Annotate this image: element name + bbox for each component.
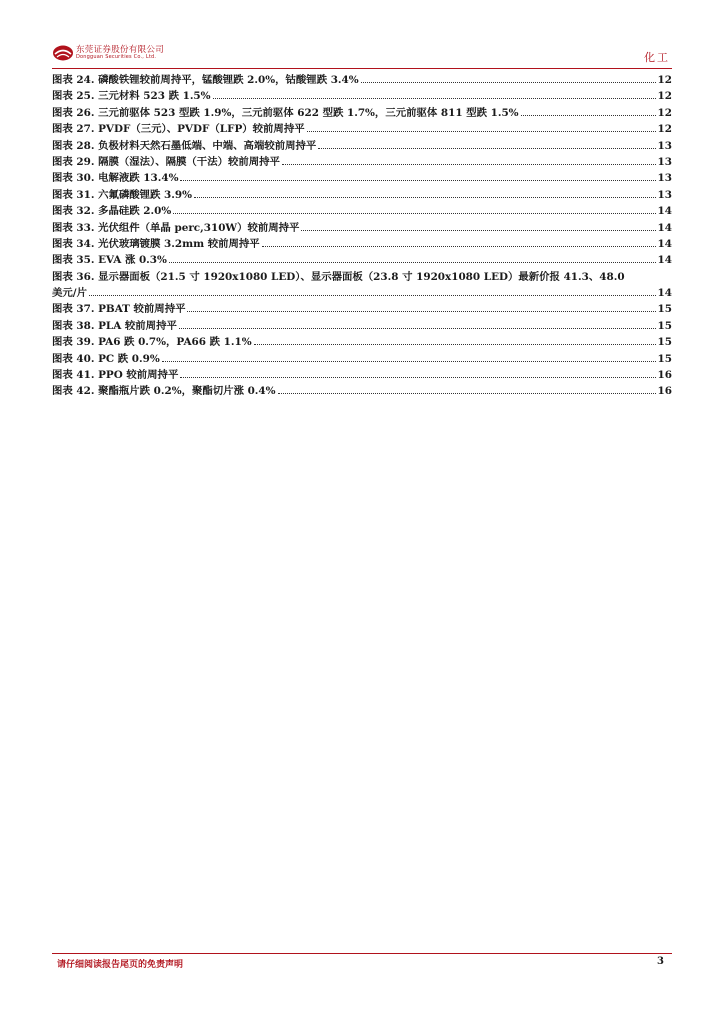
toc-leader-dots	[318, 148, 655, 149]
toc-entry[interactable]	[52, 169, 672, 185]
toc-entry[interactable]	[52, 104, 672, 120]
toc-entry-title: 图表 31. 六氟磷酸锂跌 3.9%	[52, 188, 193, 201]
toc-entry[interactable]	[52, 350, 672, 366]
disclaimer-note: 请仔细阅读报告尾页的免责声明	[57, 960, 184, 970]
toc-entry-page: 16	[657, 385, 672, 398]
toc-entry[interactable]	[52, 202, 672, 218]
header-divider	[52, 68, 672, 69]
toc-entry[interactable]	[52, 235, 672, 251]
toc-entry-title: 图表 35. EVA 涨 0.3%	[52, 254, 167, 267]
logo-english-name: Dongguan Securities Co., Ltd.	[76, 54, 157, 60]
toc-leader-dots	[213, 98, 656, 99]
toc-entry[interactable]	[52, 87, 672, 103]
toc-entry-page: 12	[657, 106, 672, 119]
toc-leader-dots	[180, 180, 655, 181]
toc-entry[interactable]	[52, 120, 672, 136]
toc-entry-line2[interactable]	[52, 284, 672, 300]
toc-entry-page: 14	[657, 205, 672, 218]
toc-entry-page: 13	[657, 139, 672, 152]
toc-entry-page: 13	[657, 172, 672, 185]
toc-entry[interactable]	[52, 219, 672, 235]
toc-entry-title-continued: 美元/片	[52, 287, 87, 300]
figure-index	[52, 71, 672, 399]
toc-entry-page: 16	[657, 369, 672, 382]
toc-entry[interactable]	[52, 300, 672, 316]
toc-entry[interactable]	[52, 366, 672, 382]
toc-leader-dots	[254, 344, 656, 345]
toc-entry-page: 14	[657, 237, 672, 250]
toc-leader-dots	[301, 230, 655, 231]
footer-divider	[52, 953, 672, 954]
toc-entry-title: 图表 32. 多晶硅跌 2.0%	[52, 205, 172, 218]
toc-leader-dots	[169, 262, 656, 263]
toc-entry-page: 13	[657, 188, 672, 201]
toc-entry[interactable]	[52, 153, 672, 169]
toc-entry-title: 图表 33. 光伏组件（单晶 perc,310W）较前周持平	[52, 221, 300, 234]
toc-leader-dots	[307, 131, 656, 132]
toc-entry-title: 图表 27. PVDF（三元）、PVDF（LFP）较前周持平	[52, 123, 305, 136]
toc-entry[interactable]	[52, 137, 672, 153]
page-number: 3	[657, 956, 664, 967]
toc-entry-page: 14	[657, 221, 672, 234]
toc-entry-title: 图表 24. 磷酸铁锂较前周持平，锰酸锂跌 2.0%，钴酸锂跌 3.4%	[52, 74, 359, 86]
toc-entry-title: 图表 41. PPO 较前周持平	[52, 369, 179, 382]
toc-entry-page: 15	[657, 303, 672, 316]
toc-entry[interactable]	[52, 333, 672, 349]
toc-leader-dots	[282, 164, 656, 165]
toc-leader-dots	[262, 246, 656, 247]
toc-entry[interactable]	[52, 71, 672, 87]
toc-entry-title: 图表 39. PA6 跌 0.7%，PA66 跌 1.1%	[52, 336, 252, 349]
company-logo	[52, 42, 192, 64]
toc-entry-title: 图表 40. PC 跌 0.9%	[52, 352, 160, 365]
toc-entry-title: 图表 42. 聚酯瓶片跌 0.2%，聚酯切片涨 0.4%	[52, 385, 276, 398]
toc-entry-title: 图表 29. 隔膜（湿法）、隔膜（干法）较前周持平	[52, 155, 280, 168]
toc-leader-dots	[278, 393, 656, 394]
toc-entry-page: 12	[657, 90, 672, 103]
toc-entry[interactable]	[52, 251, 672, 267]
toc-entry[interactable]	[52, 382, 672, 398]
toc-leader-dots	[361, 82, 656, 83]
toc-entry-title: 图表 36. 显示器面板（21.5 寸 1920x1080 LED）、显示器面板（23.8 寸 1920x1080 LED）最新价报 41.3、48.0	[52, 270, 625, 283]
toc-entry-page: 14	[657, 287, 672, 300]
toc-entry[interactable]	[52, 317, 672, 333]
toc-entry-page: 12	[657, 123, 672, 136]
toc-entry-page: 12	[657, 74, 672, 86]
toc-leader-dots	[187, 311, 655, 312]
toc-leader-dots	[179, 328, 656, 329]
page-header	[52, 40, 672, 68]
toc-entry-title: 图表 25. 三元材料 523 跌 1.5%	[52, 90, 211, 103]
toc-leader-dots	[162, 361, 656, 362]
toc-entry[interactable]	[52, 186, 672, 202]
report-category: 化工	[644, 51, 670, 64]
toc-entry-page: 15	[657, 352, 672, 365]
toc-entry-page: 13	[657, 155, 672, 168]
toc-leader-dots	[521, 115, 656, 116]
toc-entry-title: 图表 28. 负极材料天然石墨低端、中端、高端较前周持平	[52, 139, 317, 152]
toc-leader-dots	[194, 197, 656, 198]
logo-emblem-icon	[52, 44, 74, 62]
toc-entry-title: 图表 26. 三元前驱体 523 型跌 1.9%，三元前驱体 622 型跌 1.7%，三元前驱体 811 型跌 1.5%	[52, 106, 519, 119]
toc-entry-page: 15	[657, 336, 672, 349]
toc-entry-title: 图表 30. 电解液跌 13.4%	[52, 172, 179, 185]
toc-entry-title: 图表 34. 光伏玻璃镀膜 3.2mm 较前周持平	[52, 237, 260, 250]
toc-entry-page: 15	[657, 319, 672, 332]
toc-entry-page: 14	[657, 254, 672, 267]
toc-entry-line1[interactable]	[52, 268, 672, 284]
toc-leader-dots	[173, 213, 655, 214]
toc-entry-title: 图表 38. PLA 较前周持平	[52, 319, 177, 332]
toc-entry-title: 图表 37. PBAT 较前周持平	[52, 303, 186, 316]
toc-leader-dots	[89, 295, 656, 296]
toc-leader-dots	[180, 377, 655, 378]
logo-chinese-name: 东莞证券股份有限公司	[76, 45, 165, 55]
